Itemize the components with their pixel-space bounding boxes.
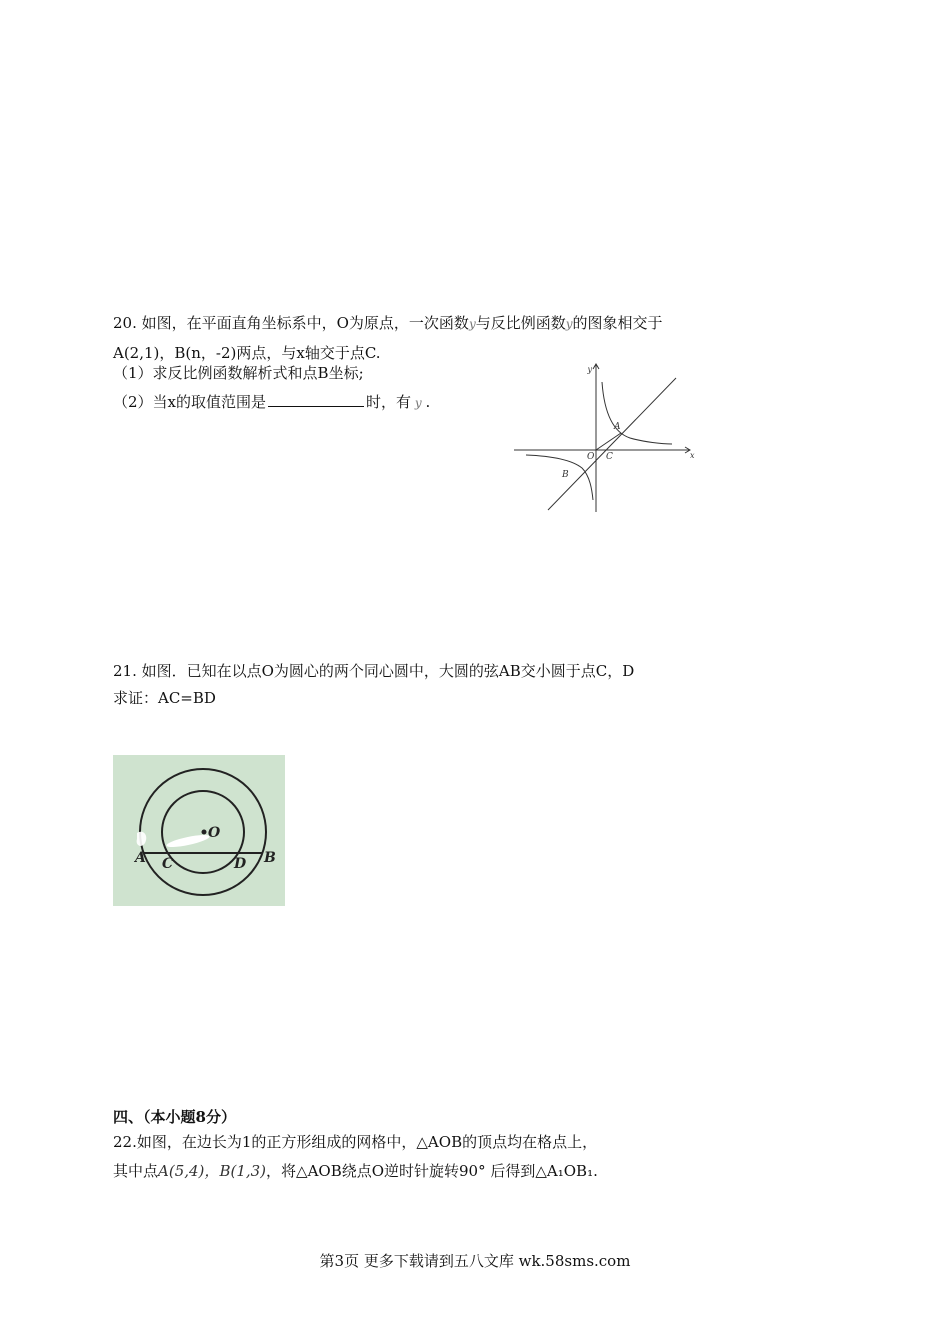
q20-line2: A(2,1)，B(n，-2)两点，与x轴交于点C. bbox=[113, 344, 381, 362]
q21-line2: 求证：AC=BD bbox=[113, 689, 216, 707]
section-heading: 四、（本小题8分） bbox=[113, 1108, 236, 1126]
point-a-label: A bbox=[135, 850, 146, 866]
x-axis-label: x bbox=[690, 451, 695, 460]
origin-label: O bbox=[587, 452, 595, 462]
q20-part2-b: 时，有 bbox=[366, 393, 412, 411]
hyperbola-branch-1 bbox=[602, 382, 672, 444]
point-a-coordinates: A(5,4) bbox=[158, 1162, 205, 1180]
point-c-label: C bbox=[162, 856, 174, 872]
page-footer: 第3页 更多下载请到五八文库 wk.58sms.com bbox=[319, 1252, 631, 1270]
q20-part2: （2）当x的取值范围是 时，有 y . bbox=[113, 393, 431, 411]
point-a-label: A bbox=[614, 422, 621, 432]
q21-line1: 21. 如图．已知在以点O为圆心的两个同心圆中，大圆的弦AB交小圆于点C，D bbox=[113, 662, 635, 680]
figure-background bbox=[113, 755, 285, 906]
linear-function-formula: y bbox=[468, 317, 476, 331]
inequality-formula: y bbox=[411, 396, 426, 410]
q20-text-b: 与反比例函数 bbox=[475, 314, 566, 332]
point-c-label: C bbox=[606, 452, 613, 462]
q20-line1 bbox=[113, 312, 663, 333]
inverse-function-formula: y bbox=[565, 317, 573, 331]
point-b-coordinates: B(1,3) bbox=[219, 1162, 267, 1180]
point-b-label: B bbox=[562, 470, 569, 480]
coordinates-separator: ， bbox=[204, 1162, 220, 1180]
q20-part1: （1）求反比例函数解析式和点B坐标; bbox=[113, 364, 364, 382]
center-point bbox=[202, 830, 207, 835]
q20-text-c: 的图象相交于 bbox=[572, 314, 663, 332]
y-axis-label: y bbox=[587, 365, 592, 374]
q22-line1: 22.如图，在边长为1的正方形组成的网格中，△AOB的顶点均在格点上， bbox=[113, 1133, 598, 1151]
q22-line2-b: ，将△AOB绕点O逆时针旋转90° 后得到△A₁OB₁. bbox=[266, 1162, 598, 1180]
center-label: O bbox=[208, 825, 221, 841]
q22-line2-a: 其中点 bbox=[113, 1162, 159, 1180]
q20-coordinate-graph bbox=[512, 360, 697, 516]
q20-text-a: 20. 如图，在平面直角坐标系中，O为原点，一次函数 bbox=[113, 314, 469, 332]
point-d-label: D bbox=[234, 856, 247, 872]
q21-concentric-circles-figure bbox=[113, 755, 285, 906]
point-b-label: B bbox=[264, 850, 276, 866]
hyperbola-branch-2 bbox=[526, 455, 593, 500]
answer-blank[interactable] bbox=[268, 392, 364, 407]
q22-line2 bbox=[113, 1160, 598, 1181]
q20-part2-a: （2）当x的取值范围是 bbox=[113, 393, 267, 411]
linear-function-line bbox=[548, 378, 676, 510]
